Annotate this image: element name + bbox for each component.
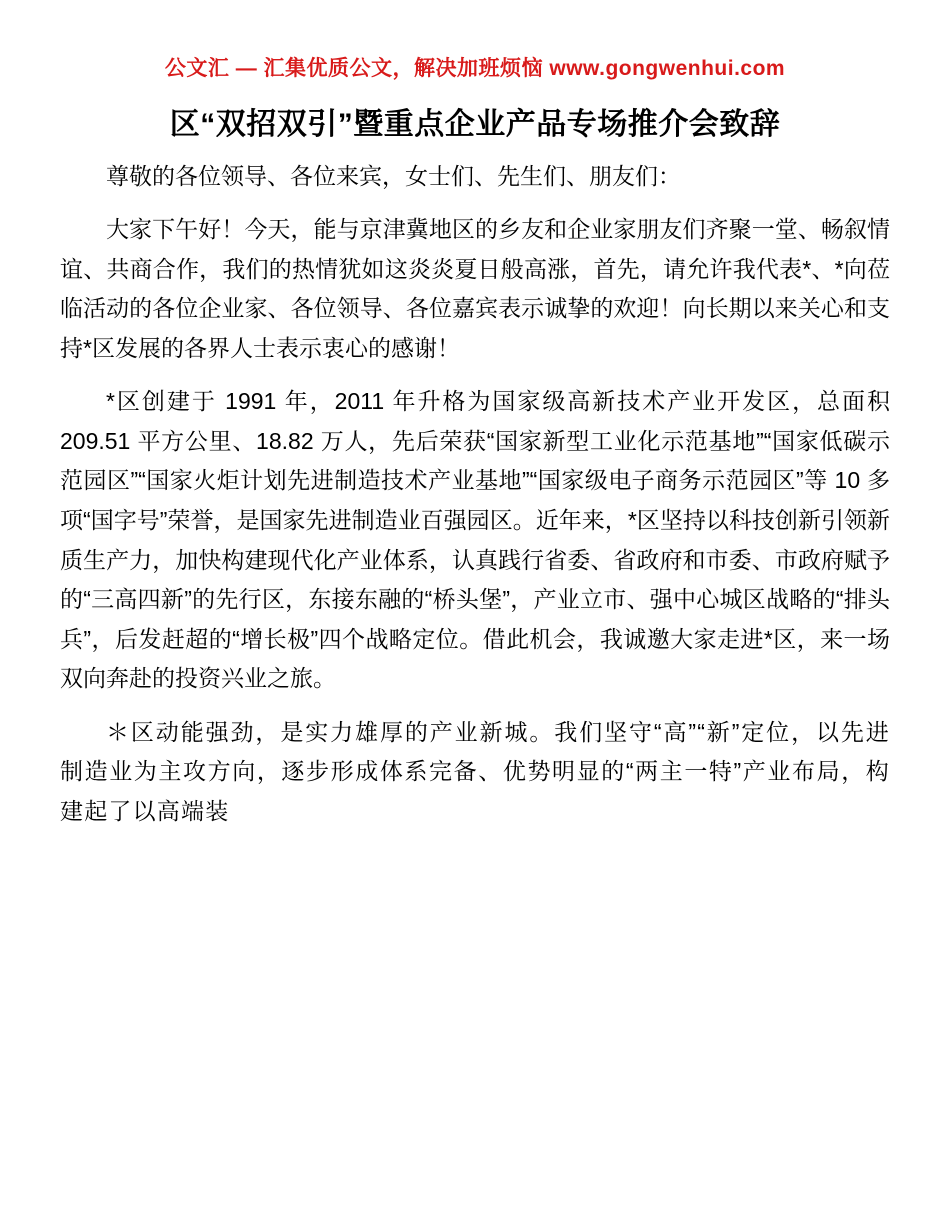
site-watermark: 公文汇 — 汇集优质公文，解决加班烦恼 www.gongwenhui.com xyxy=(164,57,786,80)
paragraph-salutation: 尊敬的各位领导、各位来宾，女士们、先生们、朋友们： xyxy=(106,162,681,189)
paragraph-industry-city: ＊区动能强劲，是实力雄厚的产业新城。我们坚守“高”“新”定位，以先进制造业为主攻方向，逐步形成体系完备、优势明显的“两主一特”产业布局，构建起了以高端装 xyxy=(60,718,890,824)
page-title: 区“双招双引”暨重点企业产品专场推介会致辞 xyxy=(169,108,781,141)
document-body xyxy=(60,157,890,832)
paragraph-district-overview: *区创建于 1991 年，2011 年升格为国家级高新技术产业开发区，总面积 209.51 平方公里、18.82 万人，先后荣获“国家新型工业化示范基地”“国家低碳示范园区”“国家火炬计划先进制造技术产业基地”“国家级电子商务示范园区”等 10 多项“国字号”荣誉，是国家先进制造业百强园区。近年来，*区坚持以科技创新引领新质生产力，加快构建现代化产业体系，认真践行省委、省政府和市委、市政府赋予的“三高四新”的先行区，东接东融的“桥头堡”，产业立市、强中心城区战略的“排头兵”，后发赶超的“增长极”四个战略定位。借此机会，我诚邀大家走进*区，来一场双向奔赴的投资兴业之旅。 xyxy=(60,388,890,692)
paragraph-greeting: 大家下午好！今天，能与京津冀地区的乡友和企业家朋友们齐聚一堂、畅叙情谊、共商合作，我们的热情犹如这炎炎夏日般高涨，首先，请允许我代表*、*向莅临活动的各位企业家、各位领导、各位嘉宾表示诚挚的欢迎！向长期以来关心和支持*区发展的各界人士表示衷心的感谢！ xyxy=(60,216,890,361)
